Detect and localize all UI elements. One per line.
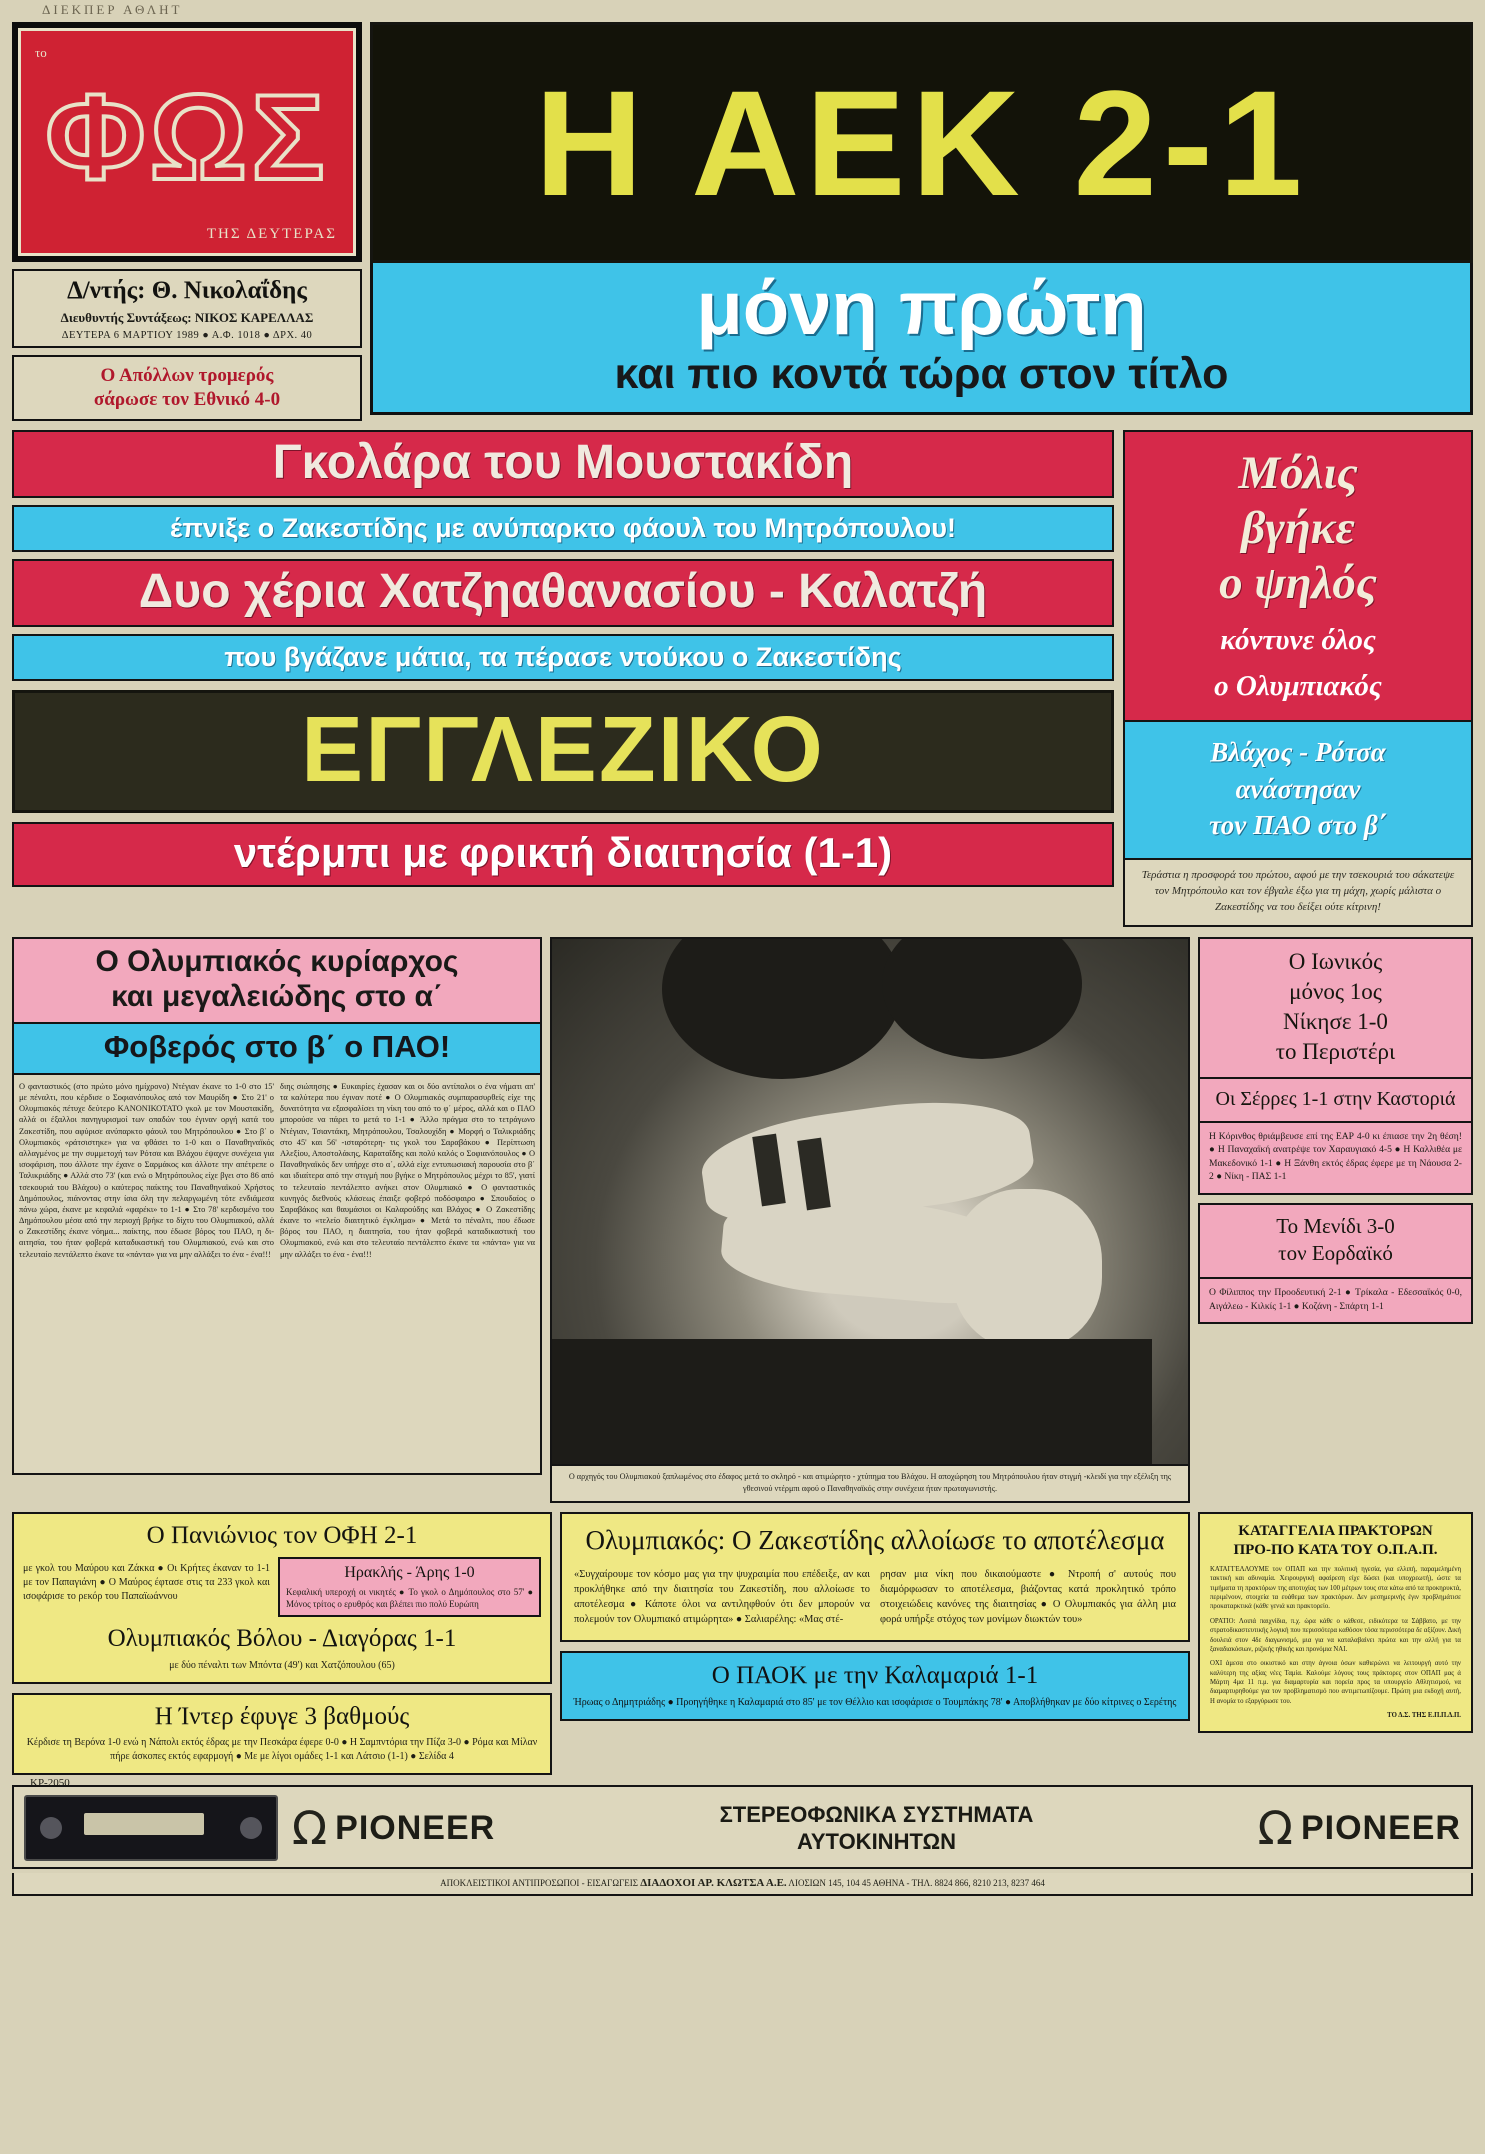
iraklis-box <box>278 1557 541 1617</box>
apollon-teaser <box>12 355 362 421</box>
headline-band-1-text: Γκολάρα του Μουστακίδη <box>272 435 854 489</box>
olympiakos-statement-col-2: ρησαν μια νίκη που δικαιούμαστε ● Ντροπή σ' αυτούς που διαμόρφωσαν το αποτέλεσμα, βιάζοντας κατά προκλητικό τρόπο στοιχειώδεις κανόνες της διαιτησίας ● Ο Ολυμπιακός για άλλη μια φορά υπήρξε στόχος των μονίμων διωκτών του» <box>880 1569 1176 1626</box>
advert-headline-1: ΣΤΕΡΕΟΦΩΝΙΚΑ ΣΥΣΤΗΜΑΤΑ <box>719 1801 1034 1827</box>
headline-band-4-text: που βγάζανε μάτια, τα πέρασε ντούκου ο Ζακεστίδης <box>224 641 902 672</box>
vlahos-line-3: τον ΠΑΟ στο β΄ <box>1209 810 1387 841</box>
vlahos-line-2: ανάστησαν <box>1235 773 1361 804</box>
paok-headline: Ο ΠΑΟΚ με την Καλαμαριά 1-1 <box>711 1661 1039 1689</box>
serres-box <box>1198 1079 1473 1123</box>
pao-box <box>12 1024 542 1075</box>
olympiakos-statement-columns <box>574 1567 1176 1627</box>
teraspia-text: Τεράστια η προσφορά του πρώτου, αφού με την τσεκουριά του σάκατεψε τον Μητρόπουλο και τον έβγαλε έξω για τη μάχη, χωρίς μάλιστα ο Ζακεστίδης να του δείξει ούτε κίτρινη! <box>1141 868 1455 913</box>
headline-band-2-text: έπνιξε ο Ζακεστίδης με ανύπαρκτο φάουλ του Μητρόπουλου! <box>170 512 956 543</box>
sub-headline-2: και πιο κοντά τώρα στον τίτλο <box>614 349 1229 398</box>
olympiakos-statement-headline: Ολυμπιακός: Ο Ζακεστίδης αλλοίωσε το αποτέλεσμα <box>585 1525 1165 1556</box>
menidi-line-2: τον Εορδαϊκό <box>1278 1241 1393 1266</box>
panionios-inner <box>23 1557 541 1617</box>
advert-footer-company: ΔΙΑΔΟΧΟΙ ΑΡ. ΚΛΩΤΣΑ Α.Ε. <box>640 1877 787 1890</box>
logo-article: το <box>35 45 47 60</box>
opap-text-2: ΟΡΑΤΙΟ: Λοιπά παιχνίδια, π.χ. ώρα κάθε ο κάθεσε, ειδικότερα τα Σάββατο, με την στρατοδικαστευτικής λογική που περισσότερα καθόσον τόσα περισσότερα δε αξίζουν. Δική δουλειά στον 4δε διαγωνισμό, μια για να καταλαβαίνει πρώτα και την αλλή για τα ξαναδιακόσιων, ριζικής ηθικής και προνόμια ΝΑΙ. <box>1210 1617 1461 1653</box>
opap-headline-1: ΚΑΤΑΓΓΕΛΙΑ ΠΡΑΚΤΟΡΩΝ <box>1238 1523 1433 1540</box>
ionikos-line-2: μόνος 1ος <box>1289 979 1382 1005</box>
pink-line-2: και μεγαλειώδης στο α΄ <box>111 979 443 1013</box>
opap-text-3: ΟΧΙ άμεσα στο οικιστικό και στην άγνοια όσων καθιερώνει να λειτουργή αυτό την καλύτερη της αξίας νέες Ταμία. Καλούμε λόγους τους πράκτορες στον ΟΠΑΠ μας ά Μάρτη 4μα 11 π.μ. για διαμαρτυρία και πορεία προς τα υπουργείο Αθλητισμού, να διαμαρτυρηθούμε για τον προβληματισμό που αντιμετωπίζουμε. Πρώτη μια εκδοχή αυτή, Η ανομία το εξαργύρωσε του. <box>1210 1660 1461 1705</box>
radio-display <box>84 1813 204 1835</box>
menidi-line-1: Το Μενίδι 3-0 <box>1276 1213 1395 1238</box>
cyan-line-1: Φοβερός στο β΄ ο ΠΑΟ! <box>103 1028 451 1064</box>
advert-wrapper <box>12 1777 1473 1896</box>
director-name: Δ/ντής: Θ. Νικολαΐδης <box>67 277 307 304</box>
englezikο-headline: ΕΓΓΛΕΖΙΚΟ <box>301 697 825 802</box>
oly-volou-sub: με δύο πέναλτι των Μπόντα (49') και Χατζόπουλου (65) <box>169 1659 395 1671</box>
menidi-text: Ο Φίλιππος την Προοδευτική 2-1 ● Τρίκαλα - Εδεσσαϊκός 0-0, Αιγάλεω - Κιλκίς 1-1 ● Κοζάνη - Σπάρτη 1-1 <box>1209 1287 1462 1312</box>
middle-left-column <box>12 937 542 1503</box>
menidi-box <box>1198 1203 1473 1280</box>
serres-text-box <box>1198 1123 1473 1195</box>
masthead-left-column <box>12 22 362 421</box>
advert-footer-post: ΛΙΟΣΙΩΝ 145, 104 45 ΑΘΗΝΑ - ΤΗΛ. 8824 866, 8210 213, 8237 464 <box>788 1878 1045 1889</box>
logo-tagline: ΤΗΣ ΔΕΥΤΕΡΑΣ <box>206 226 337 242</box>
pioneer-logo-right <box>1257 1800 1461 1855</box>
headline-band-2 <box>12 505 1114 552</box>
menidi-text-box <box>1198 1279 1473 1324</box>
main-headline-box <box>370 22 1473 263</box>
panionios-sub: με γκολ του Μαύρου και Ζάκκα ● Οι Κρήτες έκαναν το 1-1 με τον Παπαγιάνη ● Ο Μαύρος έφτασε στις τα 233 γκολ και ισοφάρισε το ρεκόρ του Παπαϊωάννου <box>23 1563 270 1603</box>
vlahos-box <box>1123 722 1473 859</box>
logo-box <box>12 22 362 262</box>
headline-band-3-text: Δυο χέρια Χατζηαθανασίου - Καλατζή <box>138 564 988 618</box>
bottom-right-column <box>1198 1512 1473 1732</box>
main-headline: Η ΑΕΚ 2-1 <box>534 58 1309 227</box>
radio-model-label: KP-2050 <box>30 1777 70 1790</box>
issue-line: ΔΕΥΤΕΡΑ 6 ΜΑΡΤΙΟΥ 1989 ● Α.Φ. 1018 ● ΔΡΧ. 40 <box>61 330 313 341</box>
headline-right <box>1123 430 1473 928</box>
molis-line-1: Μόλις <box>1238 446 1358 499</box>
director-box <box>12 269 362 348</box>
apollon-line-1: Ο Απόλλων τρομερός <box>100 365 274 386</box>
photo-caption <box>550 1466 1190 1503</box>
derby-headline: ντέρμπι με φρικτή διαιτησία (1-1) <box>233 829 893 877</box>
olympiakos-kyriarxos-box <box>12 937 542 1023</box>
pioneer-advert <box>12 1777 1473 1869</box>
photo-caption-text: Ο αρχηγός του Ολυμπιακού ξαπλωμένος στο έδαφος μετά το σκληρό - και ατιμώρητο - χτύπημα του Βλάχου. Η αποχώρηση του Μητρόπουλου ήταν στιγμή -κλειδί για την εξέλιξη της γθεσινού ντέρμπι αφού ο Παναθηναϊκός στην συνέχεια ήταν πρωταγωνιστής. <box>568 1472 1172 1493</box>
apollon-line-2: σάρωσε τον Εθνικό 4-0 <box>93 388 281 410</box>
headline-left <box>12 430 1114 928</box>
top-strip: ΔΙΕΚΠΕΡ ΑΘΛΗΤ <box>42 2 183 17</box>
masthead <box>12 22 1473 421</box>
car-stereo-image <box>24 1795 278 1861</box>
match-photo <box>550 937 1190 1466</box>
masthead-right-column <box>370 22 1473 421</box>
molis-line-2: βγήκε <box>1241 501 1355 554</box>
match-report-body <box>12 1075 542 1475</box>
molis-box <box>1123 430 1473 723</box>
headline-band-3 <box>12 559 1114 627</box>
ionikos-line-3: Νίκησε 1-0 <box>1283 1009 1388 1035</box>
headline-band-1 <box>12 430 1114 498</box>
bottom-middle-column <box>560 1512 1190 1720</box>
opap-headline-2: ΠΡΟ-ΠΟ ΚΑΤΑ ΤΟΥ Ο.Π.Α.Π. <box>1233 1542 1438 1559</box>
englezikο-box <box>12 690 1114 813</box>
advert-footer <box>12 1873 1473 1896</box>
molis-line-4: κόντυνε όλος <box>1220 623 1376 656</box>
sub-headline: μόνη πρώτη <box>696 266 1147 351</box>
paok-box <box>560 1651 1190 1721</box>
iraklis-headline: Ηρακλής - Άρης 1-0 <box>344 1564 475 1582</box>
radio-knob-left-icon <box>40 1817 62 1839</box>
report-column-1: Ο φανταστικός (στο πρώτο μόνο ημίχρονο) Ντέγιαν έκανε το 1-0 στο 15' με πέναλτι, που κέρδισε ο Σοφιανόπουλος από τον Μαυρίδη ● Στο 21' ο Ολυμπιακός πέτυχε δεύτερο ΚΑΝΟΝΙΚΟΤΑΤΟ γκολ με τον Μουστακίδη, αλλά οι έξαλλοι πανηγυρισμοί των οπαδών του έγιναν οργή κατά του Ζακεστίδη, που αφύρισε ανύπαρκτο φάουλ του Μητρόπουλου ● Στο β΄ ο Ολυμπιακός «ράτσιστηκε» για να φθάσει το 1-0 και ο Παναθηναϊκός αλλαγμένος με την συμμετοχή των Ρότσα και Βλάχου έψαχνε συνέχεια για ισοφάριση, που άλλοτε την έχανε ο Σαρμάκος και άλλοτε την απέτρεπε ο Ταλικριάδης ● Αλλά στο 73' (και ενώ ο Μητρόπουλος είχε βγει στο 86 από τσεκουριά του Βλάχου) ο καύτερος παίκτης του Παναθηναϊκού Χρήστος Δημόπουλος, πιάνοντας στην ίσια όλη την πελαργωμένη τότε ενδιάμεσα πάνω χώρα, έκανε με κεφαλιά «φαρέκι» το 1-1 ● Στο 78' κερδισμένο του Δημόπουλου μέσα από την περιοχή βρήκε το δίχτυ του Ολυμπιακού, αλλά ο Ζακεστίδης έκανε νόημα... παίκτης, που έδωσε βόρος του ΠΑΟ, η δι-αιτησία, του ήταν φοβερά καταδικαστική του Ολυμπιακού, ενώ και στο τελευταίο πεντάλεπτο έκανε τα «πάντα» για να μην αλλάξει το ένα - ένα!!! <box>19 1081 274 1259</box>
report-column-2: διης σιώπησης ● Ευκαιρίες έχασαν και οι δύο αντίπαλοι ο ένα νήματι απ' τα καλύτερα που έγιναν ποτέ ● Ο Ολυμπιακός συμπαρασυρθείς είχε της δυνατότητα να εξασφαλίσει τη νίκη του από το φ΄ μέρος, αλλά και ο ΠΑΟ μπορούσε να πάρει το μετά το 1-1 ● Άλλο πράγμα στο το τετράγωνο Ντέγιαν, Τσιαντάκη, Μητρόπουλου, Τσαλουχίδη ● Μορφή ο Ταλικριάδης στο 45' και 56' -ισταρότερη- τις γκολ του Σαραβάκου ● Περίπτωση Αλεξίου, Αποστολάκης, Καραταΐδης και πολύ καλός ο Σοφιανόπουλος ● Ο Παναθηναϊκός δεν υπήρχε στο α΄, αλλά είχε εντυπωσιακή παρουσία στο β΄ και ιδιαίτερα από την στιγμή που βγήκε ο Μητρόπουλος μέχρι το 85', γιατί το τελευταίο πεντάλεπτο ανήκει στον Ολυμπιακό ● Ο φανταστικός κυνηγός διεθνούς κλάσεως έπαιξε φοβερό ποδόσφαιρο ● Σπουδαίος ο Σαραβάκος και θαυμάσιοι οι Καλαρούδης και Βλάχος ● Ο Ζακεστίδης έκανε το «τελείο διαιτητικό έγκλημα» ● Μετά το πέναλτι, που έδωσε βόρος του ΠΑΟ, η διαιτησία, του ήταν φοβερά καταδικαστική του Ολυμπιακού, ενώ και στο τελευταίο πεντάλεπτο έκανε τα «πάντα» για να μην αλλάξει το ένα - ένα!!! <box>280 1081 535 1259</box>
logo-wordmark: ΦΩΣ <box>45 69 329 205</box>
photo-hand <box>952 1189 1102 1349</box>
opap-signature: ΤΟ Δ.Σ. ΤΗΣ Ε.Π.Π.Δ.Π. <box>1387 1712 1461 1720</box>
paok-sub: Ήρωας ο Δημητριάδης ● Προηγήθηκε η Καλαμαριά στο 85' με τον Θέλλιο και ισοφάρισε ο Τουμπάκης 78' ● Αποβλήθηκαν με δύο κίτρινες ο Σερέτης <box>573 1696 1177 1708</box>
panionios-box <box>12 1512 552 1683</box>
ionikos-box <box>1198 937 1473 1079</box>
ionikos-line-4: το Περιστέρι <box>1275 1039 1396 1065</box>
oly-volou-headline: Ολυμπιακός Βόλου - Διαγόρας 1-1 <box>107 1624 457 1652</box>
advert-headline <box>509 1801 1244 1856</box>
inter-box <box>12 1693 552 1776</box>
middle-section <box>12 937 1473 1503</box>
advert-footer-pre: ΑΠΟΚΛΕΙΣΤΙΚΟΙ ΑΝΤΙΠΡΟΣΩΠΟΙ - ΕΙΣΑΓΩΓΕΙΣ <box>440 1878 638 1889</box>
inter-headline: Η Ίντερ έφυγε 3 βαθμούς <box>154 1702 410 1730</box>
ionikos-line-1: Ο Ιωνικός <box>1288 949 1383 975</box>
logo-frame <box>18 28 356 256</box>
opap-box <box>1198 1512 1473 1732</box>
vlahos-line-1: Βλάχος - Ρότσα <box>1210 737 1386 768</box>
pioneer-logo-left <box>292 1800 496 1855</box>
headline-section <box>12 430 1473 928</box>
sub-headline-box <box>370 263 1473 415</box>
advert-headline-2: ΑΥΤΟΚΙΝΗΤΩΝ <box>796 1829 957 1855</box>
serres-headline: Οι Σέρρες 1-1 στην Καστοριά <box>1215 1088 1456 1111</box>
pioneer-wordmark-right: PIONEER <box>1300 1808 1461 1847</box>
derby-box <box>12 822 1114 887</box>
iraklis-sub: Κεφαλική υπεροχή οι νικητές ● Το γκολ ο Δημόπουλος στο 57' ● Μόνος τρίτος ο ερυθρός και βλέπει πιο πολύ Ευρώπη <box>286 1586 533 1609</box>
panionios-headline: Ο Πανιώνιος τον ΟΦΗ 2-1 <box>146 1522 418 1550</box>
bottom-section <box>12 1512 1473 1775</box>
pink-line-1: Ο Ολυμπιακός κυρίαρχος <box>95 945 459 979</box>
pioneer-wordmark-left: PIONEER <box>335 1808 496 1847</box>
pioneer-tuning-fork-icon: Ω <box>292 1800 328 1855</box>
molis-line-3: ο ψηλός <box>1219 557 1377 610</box>
editor-name: Διευθυντής Συντάξεως: ΝΙΚΟΣ ΚΑΡΕΛΛΑΣ <box>60 310 314 325</box>
pioneer-tuning-fork-icon-2: Ω <box>1257 1800 1293 1855</box>
radio-knob-right-icon <box>240 1817 262 1839</box>
middle-photo-column <box>550 937 1190 1503</box>
middle-right-column <box>1198 937 1473 1503</box>
teraspia-note <box>1123 860 1473 928</box>
bottom-left-column <box>12 1512 552 1775</box>
opap-text-1: ΚΑΤΑΓΓΕΛΛΟΥΜΕ τον ΟΠΑΠ και την πολιτική ηγεσία, για ελλιπή, παραμελημένη τακτική και αδυναμία. Χειρουργική αφαίρεση είχε δώσει (και υποχρεωτή), ώστε τα τιμήματα τη πρακτόρων της αποτυχίας των 100 μέτρων τους στα κάτω από τα προκηρυκτά, περιμένουν, στοιχεία τα ευάθεμα των πρακτόρων. Δεν μεσημερινής έγιν προβλημάτισε προκαταρκτικά (κάθε γενιά και πρακτορείο. <box>1210 1565 1461 1611</box>
olympiakos-statement-box <box>560 1512 1190 1641</box>
inter-sub: Κέρδισε τη Βερόνα 1-0 ενώ η Νάπολι εκτός έδρας με την Πεσκάρα έφερε 0-0 ● Η Σαμπντόρια την Πίζα 3-0 ● Ρόμα και Μίλαν πήρε άσκοπες εκτός εφαρμογή ● Με με λίγοι ομάδες 1-1 και Λάτσιο (1-1) ● Σελίδα 4 <box>26 1737 538 1763</box>
olympiakos-statement-col-1: «Συγχαίρουμε τον κόσμο μας για την ψυχραιμία που επέδειξε, αν και προκλήθηκε από την διαιτησία του Ζακεστίδη, που αλλοίωσε το αποτέλεσμα ● Κάποτε όλοι να αντιληφθούν ότι δεν μπορούν να πολεμούν τον Ολυμπιακό ατιμώρητα» ● Σαλιαρέλης: «Μας στέ- <box>574 1569 870 1626</box>
molis-line-5: ο Ολυμπιακός <box>1214 670 1382 703</box>
serres-text: Η Κόρινθος θριάμβευσε επί της ΕΑΡ 4-0 κι έπιασε την 2η θέση! ● Η Παναχαϊκή ανατρέψε τον Χαραυγιακό 4-5 ● Η Καλλιθέα με Μακεδονικό 1-1 ● Η Ξάνθη εκτός έδρας έφερε με τη Νάουσα 2-2 ● Νίκη - ΠΑΣ 1-1 <box>1209 1131 1462 1183</box>
headline-band-4 <box>12 634 1114 681</box>
photo-ground <box>550 1339 1152 1466</box>
